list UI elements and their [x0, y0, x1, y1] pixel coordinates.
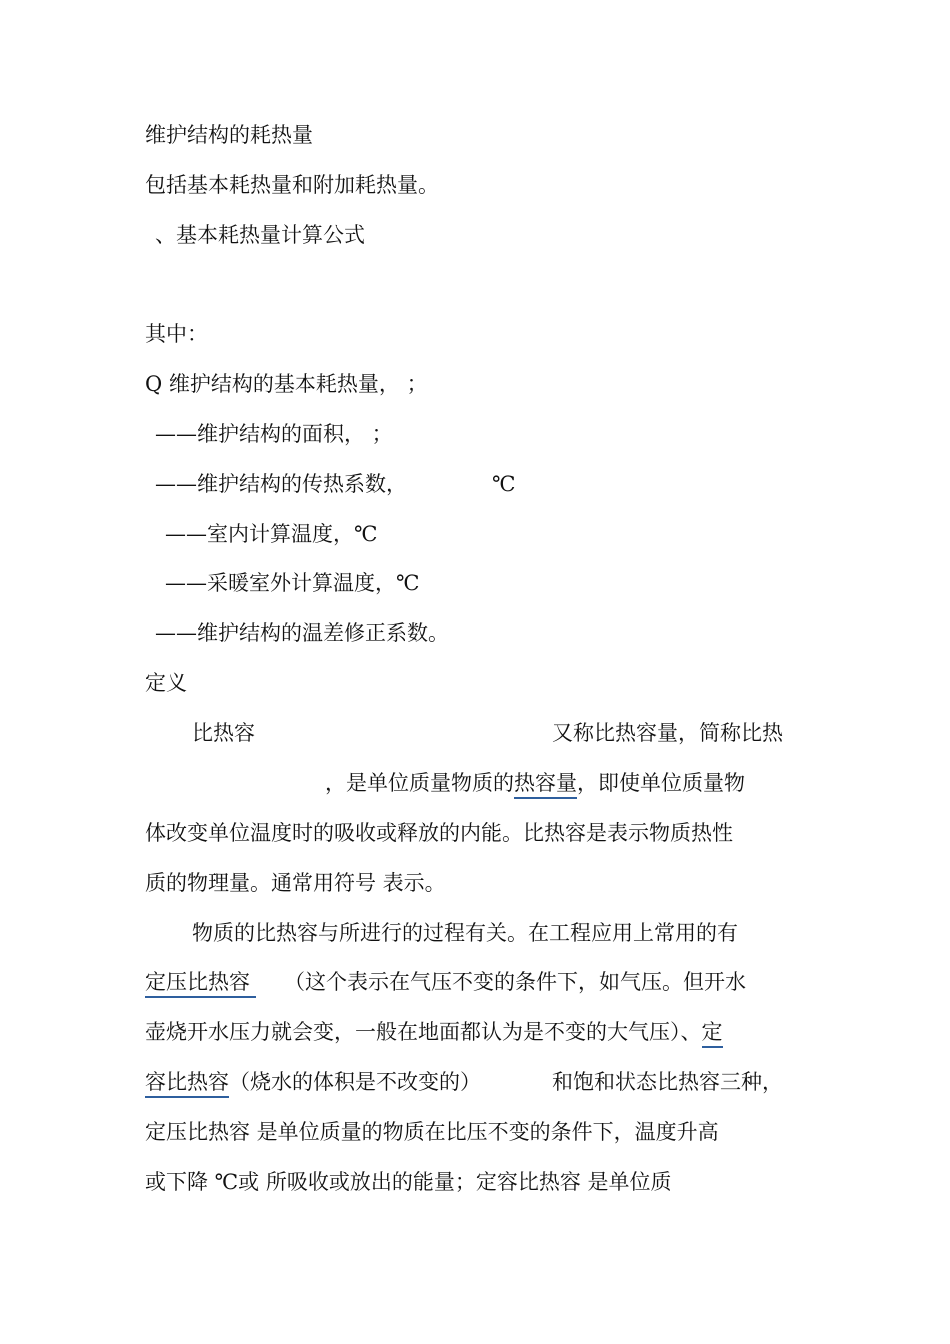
- p1-line2-text: ，是单位质量物质的: [325, 771, 514, 795]
- formula-var-k: [155, 471, 516, 497]
- p1-line2-tail: ，即使单位质量物: [577, 771, 745, 795]
- doc-title: 维护结构的耗热量: [145, 123, 313, 147]
- definition-heading: 定义: [145, 671, 187, 695]
- formula-var-a: ——维护结构的温差修正系数。: [155, 621, 449, 645]
- heat-capacity-link[interactable]: 热容量: [514, 771, 577, 799]
- p2-line2: [145, 969, 746, 995]
- p2-line3-text: 壶烧开水压力就会变，一般在地面都认为是不变的大气压）、: [145, 1020, 702, 1044]
- formula-var-k-text: ——维护结构的传热系数，: [155, 472, 407, 496]
- p1-line2: [325, 770, 745, 796]
- p1-line3: 体改变单位温度时的吸收或释放的内能。比热容是表示物质热性: [145, 821, 733, 845]
- p1-line1-rest: 又称比热容量，简称比热: [552, 721, 783, 745]
- constant-volume-link-part1[interactable]: 定: [702, 1020, 723, 1048]
- where-label: 其中：: [145, 322, 208, 346]
- formula-var-k-unit: ℃: [492, 472, 516, 496]
- p2-line6: 或下降 ℃或 所吸收或放出的能量；定容比热容 是单位质: [145, 1170, 672, 1194]
- constant-volume-link-part2[interactable]: 容比热容: [145, 1070, 229, 1098]
- p2-line4-text: （烧水的体积是不改变的）: [229, 1070, 481, 1094]
- p2-line2-text: （这个表示在气压不变的条件下，如气压。但开水: [284, 970, 746, 994]
- p2-line1: 物质的比热容与所进行的过程有关。在工程应用上常用的有: [192, 921, 738, 945]
- formula-var-tout: ——采暖室外计算温度，℃: [165, 571, 420, 595]
- p2-line5: 定压比热容 是单位质量的物质在比压不变的条件下，温度升高: [145, 1120, 719, 1144]
- formula-var-area: ——维护结构的面积， ；: [155, 422, 393, 446]
- formula-var-tin: ——室内计算温度，℃: [165, 522, 378, 546]
- p1-line4: 质的物理量。通常用符号 表示。: [145, 871, 446, 895]
- p2-line3: [145, 1019, 723, 1045]
- intro-text: 包括基本耗热量和附加耗热量。: [145, 173, 439, 197]
- constant-pressure-link[interactable]: 定压比热容: [145, 970, 256, 998]
- p1-line1-term: 比热容: [192, 721, 255, 745]
- p2-line4: [145, 1069, 481, 1095]
- section-heading: 、基本耗热量计算公式: [155, 223, 365, 247]
- formula-var-q: Q 维护结构的基本耗热量， ；: [145, 372, 428, 396]
- p2-line4-tail: 和饱和状态比热容三种，: [552, 1070, 783, 1094]
